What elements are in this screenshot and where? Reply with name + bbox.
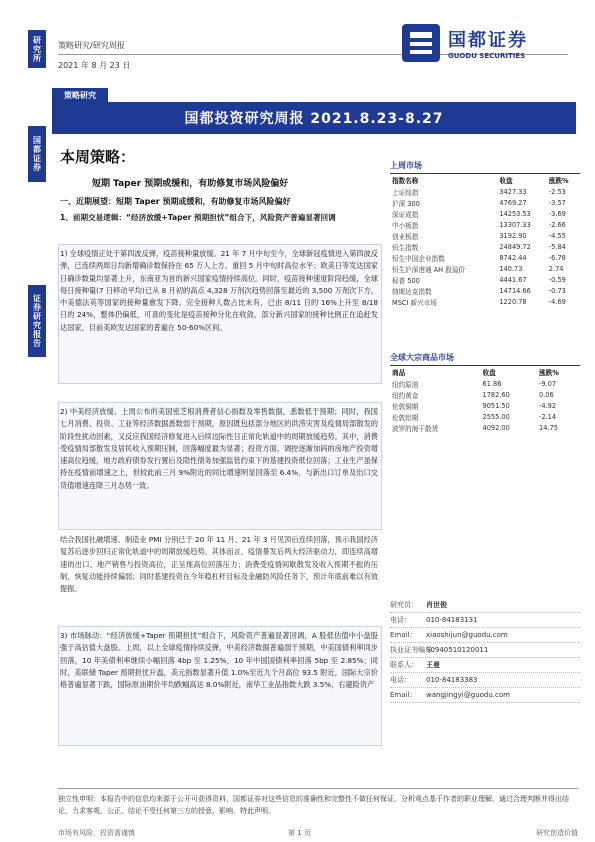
left-rail: [0, 0, 48, 842]
commodity-table: [390, 366, 580, 433]
rail-tab-company-label: 国都证券: [32, 136, 42, 172]
analyst-row: [390, 613, 580, 628]
paragraph-1: 1) 全球疫情正处于第四波反弹，疫苗接种量放缓。21 年 7 月中旬至今，全球新冠疫情进入第四波反弹，已连续两周日均新增确诊数保持在 65 万人上方，重回 5 月中旬时高位水平；欧美日等发达国家日确诊数量均显著上升，东南亚为首的新兴国家疫情持续高位。同时，疫苗接种速度阶段趋缓，全球每日接种量(7 日移动平均)已从 8 月初的高点 4,328 万剂次趋势回落至最近的 3,500 万剂次下方，中美德法英等国家的接种量愈发下降。完全接种人数占比未有，已由 8/11 日的 16%上升至 8/18 日的 24%，整体仍偏低，可喜的变化是疫苗接种分化在收敛，部分新兴国家的接种比例正在追赶发达国家，目前美欧发达国家的普遍在 50-60%区间。: [60, 249, 378, 332]
row-label: 沪深 300: [392, 199, 420, 208]
analyst-row: [390, 658, 580, 673]
table-row: [390, 186, 580, 197]
analyst-contact: 010-84183131: [426, 616, 478, 624]
row-value: -5.84: [548, 242, 566, 251]
row-label: 纽约原油: [392, 380, 419, 389]
row-label: MSCI 新兴市场: [392, 298, 437, 307]
row-label: 创业板指: [392, 232, 419, 241]
row-value: -0.73: [548, 286, 566, 295]
col-header: 收盘: [499, 177, 513, 185]
row-value: -2.53: [548, 187, 566, 196]
analyst-label: 研究员：: [390, 601, 418, 609]
table-row: [390, 389, 580, 400]
row-value: -0.59: [548, 275, 566, 284]
disclaimer: 独立性申明：本报告中的信息均来源于公开可获得资料，国都证券对这些信息的准确性和完整性不做任何保证。分析观点基于作者的职业理解，通过合理判断并得出结论，力求客观、公正，结论不受任何第三方的授意、影响，特此声明。: [58, 788, 578, 817]
row-value: -4.92: [539, 401, 557, 410]
logo-name: 国都证券: [448, 30, 528, 51]
row-label: 伦敦铝期: [392, 413, 419, 422]
table-row: [390, 252, 580, 263]
row-value: -4.69: [548, 297, 566, 306]
row-value: -9.07: [539, 379, 557, 388]
upper-market-table: [390, 174, 580, 307]
row-value: 14714.66: [499, 286, 531, 295]
row-value: -4.55: [548, 231, 566, 240]
row-value: 61.86: [482, 379, 502, 388]
analyst-row: [390, 688, 580, 703]
row-value: -3.69: [548, 209, 566, 218]
analyst-label: 联系人：: [390, 661, 418, 669]
section-tag: 策略研究: [52, 88, 108, 102]
col-header: 涨跌%: [539, 369, 559, 377]
table-row: [390, 285, 580, 296]
logo-subtitle: GUODU SECURITIES: [448, 52, 526, 60]
report-date: 2021 年 8 月 23 日: [58, 61, 131, 70]
row-value: 0.06: [539, 390, 554, 399]
row-value: 14253.53: [499, 209, 531, 218]
analyst-row: [390, 598, 580, 613]
row-value: 3192.90: [499, 231, 527, 240]
table-row: [390, 378, 580, 389]
table-row: [390, 219, 580, 230]
rail-tab-report: [28, 285, 46, 357]
row-label: 纽约黄金: [392, 391, 419, 400]
analyst-label: 电话：: [390, 676, 411, 684]
upper-market-panel: [390, 160, 580, 307]
row-value: 9051.50: [482, 401, 510, 410]
row-value: 4092.00: [482, 423, 510, 432]
analyst-block: [390, 598, 580, 703]
row-label: 波罗的海干散货: [392, 424, 439, 433]
table-row: [390, 241, 580, 252]
subtitle: 短期 Taper 预期或缓和，有助修复市场风险偏好: [92, 179, 289, 189]
rail-tab-report-label: 证券研究报告: [32, 294, 42, 348]
row-value: -6.78: [548, 253, 566, 262]
analyst-label: 电话：: [390, 616, 411, 624]
analyst-row: [390, 628, 580, 643]
col-header: 指数名称: [392, 177, 419, 185]
col-header: 收盘: [482, 369, 496, 377]
analyst-label: Email：: [390, 631, 417, 639]
row-value: 4441.67: [499, 275, 527, 284]
analyst-row: [390, 673, 580, 688]
row-label: 上证综指: [392, 188, 419, 197]
rail-tab-research-label: 研究所: [32, 35, 42, 63]
row-label: 恒生中国企业指数: [392, 254, 445, 263]
row-value: -3.57: [548, 198, 566, 207]
analyst-row: [390, 643, 580, 658]
section-heading: 一、近期展望：短期 Taper 预期或缓和，有助修复市场风险偏好: [60, 197, 291, 206]
report-title: 国都投资研究周报 2021.8.23-8.27: [52, 102, 576, 134]
analyst-name: 王曼: [426, 661, 440, 669]
row-label: 深证成指: [392, 210, 419, 219]
row-value: -2.66: [548, 220, 566, 229]
logic-title: 1、前期交易逻辑：“经济放缓+Taper 预期担忧”组合下，风险资产普遍显著回调: [60, 213, 336, 222]
analyst-name: 肖世俊: [426, 601, 447, 609]
headline: 本周策略：: [60, 148, 136, 166]
analyst-label: 执业证书编号：: [390, 646, 439, 654]
paragraph-2: 2) 中美经济放缓。上周公布的美国密芝根消费者信心指数及零售数据，悉数低于预期；同时，我国七月消费、投资、工业等经济数据悉数弱于预期，原因既包括部分地区的洪涝灾害及疫情局部散发的阶段性扰动因素，又反应我国经济修复进入后续边际性日正常化轨道中的周期放缓趋势。其中，消费受疫情局部散发及居民收入预期压制，回落幅度最为显著；投资方面，调控逐渐加码的房地产投资增速高位趋缓，地方政府债券发行置后及隐性债务加强监管约束下的基建投资低位回落；工业生产虽保持在疫情前增速之上，但较此前三月 9%附近的同比增速明显回落至 6.4%，与新出口订单及出口交货值增速连降三月态势一致。: [60, 407, 378, 490]
row-value: 3427.33: [499, 187, 527, 196]
row-value: 4769.27: [499, 198, 527, 207]
col-header: 商品: [392, 369, 406, 377]
row-value: 2555.00: [482, 412, 510, 421]
table-row: [390, 263, 580, 274]
upper-market-title: 上周市场: [390, 161, 422, 170]
row-label: 中小板指: [392, 221, 419, 230]
row-value: 140.73: [499, 264, 523, 273]
table-row: [390, 411, 580, 422]
table-row: [390, 197, 580, 208]
row-label: 标普 500: [392, 276, 420, 285]
table-row: [390, 400, 580, 411]
row-value: 8742.44: [499, 253, 527, 262]
analyst-contact: wangjingyi@guodu.com: [426, 691, 510, 699]
row-label: 纳斯达克指数: [392, 287, 432, 296]
table-row: [390, 208, 580, 219]
table-row: [390, 422, 580, 433]
rail-tab-research: [28, 30, 46, 68]
analyst-contact: 010-84183383: [426, 676, 478, 684]
table-row: [390, 230, 580, 241]
commodity-panel: [390, 352, 580, 433]
row-value: 24849.72: [499, 242, 531, 251]
row-label: 伦敦铜期: [392, 402, 419, 411]
row-value: 2.74: [548, 264, 564, 273]
page-number: 第 1 页: [288, 829, 311, 837]
row-value: 13307.33: [499, 220, 531, 229]
footer-right: 研究创造价值: [536, 829, 578, 837]
commodity-title: 全球大宗商品市场: [390, 353, 454, 362]
row-value: 1782.60: [482, 390, 510, 399]
analyst-contact: xiaoshijun@guodu.com: [426, 631, 508, 639]
row-label: 恒生沪深港通 AH 股溢价: [392, 265, 466, 274]
paragraph-4: 3) 市场脉动：“经济放缓+Taper 预期担忧”组合下，风险资产普遍显著回调，A 股低估值中小盘股强于高估值大盘股。上周，以上全球疫情持续反弹，中美经济数据普遍弱于预期，中美国债利率同步回落，10 年美债利率继续小幅回落 4bp 至 1.25%，10 年中国国债利率回落 5bp 至 2.85%；同时，美联储 Taper 预期担忧升温，美元指数显著升值 1.0%至近九个月高位 93.5 附近，国际大宗价格普遍显著下跌，国际原油期价平均跌幅高达 8.0%附近，南华工业品指数大跌 3.5%，右避险资产: [60, 631, 378, 690]
row-value: 14.75: [539, 423, 558, 432]
row-label: 恒生指数: [392, 243, 419, 252]
row-value: -2.14: [539, 412, 557, 421]
report-category: 策略研究/研究周报: [58, 41, 125, 50]
col-header: 涨跌%: [548, 177, 569, 185]
footer-left: 市场有风险，投资需谨慎: [58, 829, 135, 837]
rail-tab-company: [28, 126, 46, 182]
paragraph-3: 结合我国社融增速、制造业 PMI 分别已于 20 年 11 月、21 年 3 月见顶后连续回落，预示我国经济复苏后逐步回归正常化轨道中的周期放缓趋势。其体而言，疫情暴发后两大经济驱动力，即连续高增速的出口、地产销售与投资高位，正呈现高位回落压力；消费受疫情间歇散发及收入预期不振的压制，恢复动能持续偏弱；同时基建投资在今年稳杠杆目标及金融防风险任务下，预计年底前难以有效提振。: [60, 535, 378, 594]
analyst-label: Email：: [390, 691, 417, 699]
analyst-contact: S0940510120011: [426, 646, 489, 654]
row-value: 1220.78: [499, 297, 527, 306]
table-row: [390, 274, 580, 285]
logo-icon: [400, 22, 442, 64]
table-row: [390, 296, 580, 307]
